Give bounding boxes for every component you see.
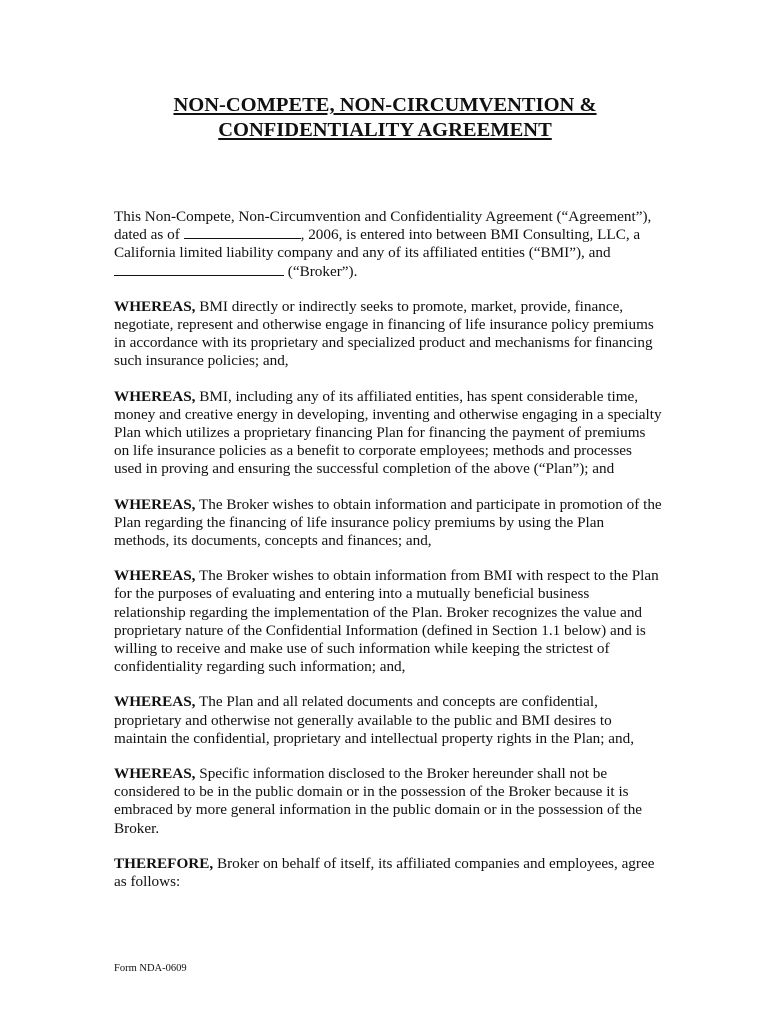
- recital-paragraph-4: [114, 567, 662, 676]
- recital-paragraph-5: [114, 693, 662, 748]
- agreement-body: [114, 208, 662, 908]
- recital-text: BMI, including any of its affiliated entities, has spent considerable time, money and creative energy in developing, inventing and otherwise engaging in a specialty Plan which utilizes a proprietary financing Plan for financing the payment of premiums on life insurance policies as a benefit to corporate employees; methods and processes used in proving and ensuring the successful completion of the above (“Plan”); and: [114, 387, 662, 478]
- recital-paragraph-6: [114, 765, 662, 838]
- title-line-2: CONFIDENTIALITY AGREEMENT: [218, 119, 552, 141]
- recital-label: WHEREAS,: [114, 297, 196, 315]
- recital-text: The Broker wishes to obtain information and participate in promotion of the Plan regarding the financing of life insurance policy premiums by using the Plan methods, its documents, concepts and finances; and,: [114, 495, 662, 550]
- recital-text: The Broker wishes to obtain information from BMI with respect to the Plan for the purposes of evaluating and entering into a mutually beneficial business relationship regarding the implementation of the Plan. Broker recognizes the value and proprietary nature of the Confidential Information (defined in Section 1.1 below) and is willing to receive and make use of such information while keeping the strictest of confidentiality regarding such information; and,: [114, 567, 659, 676]
- intro-text-1: This Non-Compete, Non-Circumvention and Confidentiality Agreement (“Agreement”), dated as of: [114, 208, 652, 244]
- therefore-label: THEREFORE,: [114, 854, 214, 872]
- recital-text: BMI directly or indirectly seeks to promote, market, provide, finance, negotiate, represent and otherwise engage in financing of life insurance policy premiums in accordance with its proprietary and specialized product and mechanisms for financing such insurance policies; and,: [114, 297, 654, 370]
- document-title: [100, 93, 670, 143]
- recital-paragraph-3: [114, 496, 662, 551]
- date-blank-line: [184, 226, 301, 239]
- recital-paragraph-1: [114, 298, 662, 371]
- therefore-paragraph: [114, 855, 662, 891]
- therefore-text: Broker on behalf of itself, its affiliated companies and employees, agree as follows:: [114, 854, 655, 891]
- intro-text-2: , 2006, is entered into between BMI Consulting, LLC, a California limited liability company and any of its affiliated entities (“BMI”), and: [114, 226, 641, 262]
- title-line-1: NON-COMPETE, NON-CIRCUMVENTION &: [173, 94, 597, 116]
- recital-label: WHEREAS,: [114, 495, 196, 513]
- recital-label: WHEREAS,: [114, 387, 196, 405]
- recital-text: The Plan and all related documents and concepts are confidential, proprietary and otherwise not generally available to the public and BMI desires to maintain the confidential, proprietary and intellectual property rights in the Plan; and,: [114, 693, 635, 747]
- recital-label: WHEREAS,: [114, 567, 196, 585]
- intro-text-3: (“Broker”).: [284, 262, 358, 280]
- form-number-footer: Form NDA-0609: [114, 963, 187, 974]
- intro-paragraph: [114, 208, 662, 281]
- recital-text: Specific information disclosed to the Broker hereunder shall not be considered to be in the public domain or in the possession of the Broker because it is embraced by more general information in the public domain or in the possession of the Broker.: [114, 765, 643, 837]
- recital-label: WHEREAS,: [114, 693, 196, 711]
- recital-label: WHEREAS,: [114, 765, 196, 783]
- recital-paragraph-2: [114, 388, 662, 479]
- broker-name-blank-line: [114, 263, 284, 276]
